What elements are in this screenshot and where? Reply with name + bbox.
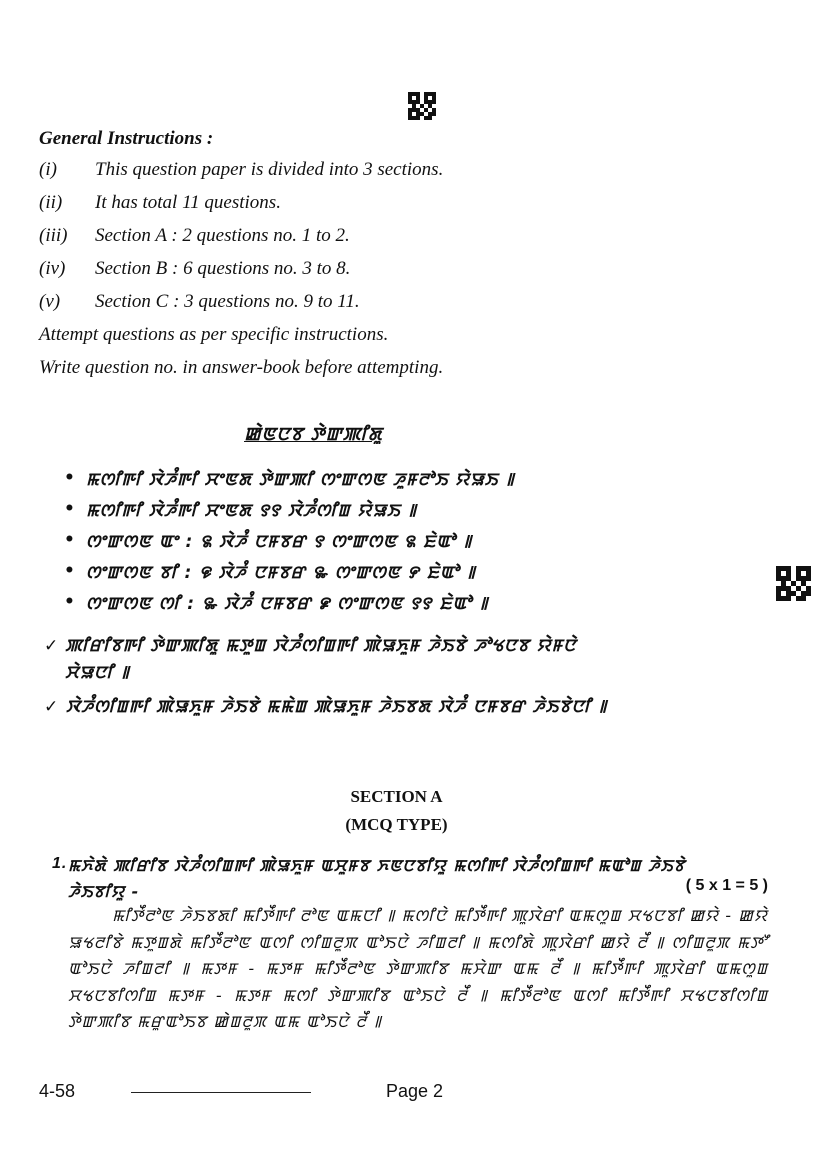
check-icon: ✓ [44, 636, 60, 656]
tick-item: ✓ ꯋꯥꯍꯪꯁꯤꯡꯒꯤ ꯄꯥꯎꯈꯨꯝ ꯍꯥꯏꯕꯥ ꯃꯃꯥꯡ ꯄꯥꯎꯈꯨꯝ ꯍꯥꯏꯕꯗ ꯋꯥꯍꯪ ꯅꯝꯕꯔ ꯍꯥꯏꯕꯥꯅꯤ ꯫ [44, 694, 624, 721]
instructions-title: General Instructions : [39, 128, 214, 149]
general-instructions [39, 128, 759, 390]
list-item: • ꯁꯦꯛꯁꯟ ꯕꯤ : ꯶ ꯋꯥꯍꯪ ꯅꯝꯕꯔ ꯳ ꯁꯦꯛꯁꯟ ꯸ ꯐꯥꯑꯣ ꯫ [64, 561, 476, 583]
list-item: • ꯃꯁꯤꯒꯤ ꯋꯥꯍꯪꯒꯤ ꯆꯦꯟꯗ ꯇꯥꯛꯄꯤ ꯁꯦꯛꯁꯟ ꯍꯨꯝꯂꯣꯏ ꯌꯥꯎꯏ ꯫ [64, 468, 515, 490]
list-item: • ꯁꯦꯛꯁꯟ ꯑꯦ : ꯲ ꯋꯥꯍꯪ ꯅꯝꯕꯔ ꯱ ꯁꯦꯛꯁꯟ ꯲ ꯐꯥꯑꯣ ꯫ [64, 530, 473, 552]
tick-item: ✓ ꯄꯤꯔꯤꯕꯒꯤ ꯇꯥꯛꯄꯤꯗꯨ ꯃꯇꯨꯡ ꯋꯥꯍꯪꯁꯤꯡꯒꯤ ꯄꯥꯎꯈꯨꯝ ꯍꯥꯏꯕꯥ ꯍꯣꯠꯅꯕ ꯌꯥꯝꯅꯥ ꯆꯥꯎꯅꯤ ꯫ [44, 633, 624, 687]
question-1 [52, 855, 772, 903]
instruction-item: (iii) Section A : 2 questions no. 1 to 2. [39, 225, 350, 246]
page-number: Page 2 [386, 1081, 444, 1101]
instruction-write: Write question no. in answer-book before attempting. [39, 357, 444, 378]
question-text: ꯃꯈꯥꯗꯥ ꯄꯤꯔꯤꯕ ꯋꯥꯍꯪꯁꯤꯡꯒꯤ ꯄꯥꯎꯈꯨꯝ ꯑꯆꯨꯝꯕ ꯈꯟꯅꯕꯤꯌꯨ ꯃꯁꯤꯒꯤ ꯋꯥꯍꯪꯁꯤꯡꯒꯤ ꯃꯑꯣꯡ ꯍꯥꯏꯕꯥ [68, 856, 686, 875]
check-icon: ✓ [44, 697, 60, 717]
footer-rule [131, 1092, 311, 1093]
qr-code-top [408, 92, 436, 120]
manipuri-heading: ꯀꯥꯟꯅꯕ ꯇꯥꯛꯄꯤꯗꯨ [244, 424, 383, 445]
paper-code: 4-58 [39, 1081, 76, 1101]
list-item: • ꯁꯦꯛꯁꯟ ꯁꯤ : ꯳ ꯋꯥꯍꯪ ꯅꯝꯕꯔ ꯹ ꯁꯦꯛꯁꯟ ꯱꯱ ꯐꯥꯑꯣ ꯫ [64, 592, 489, 614]
manipuri-bullets [64, 468, 515, 623]
question-number: 1. [52, 855, 68, 872]
question-marks: ( 5 x 1 = 5 ) [685, 877, 768, 894]
manipuri-tick-notes [44, 633, 624, 728]
question-text-cont: ꯍꯥꯏꯕꯤꯌꯨ - [68, 882, 140, 901]
list-item: • ꯃꯁꯤꯒꯤ ꯋꯥꯍꯪꯒꯤ ꯆꯦꯟꯗ ꯱꯱ ꯋꯥꯍꯪꯁꯤꯡ ꯌꯥꯎꯏ ꯫ [64, 499, 417, 521]
instruction-item: (i) This question paper is divided into 3 sections. [39, 159, 444, 180]
instruction-item: (v) Section C : 3 questions no. 9 to 11. [39, 291, 360, 312]
qr-code-side [776, 566, 811, 601]
passage-paragraph: ꯃꯤꯇꯩꯂꯣꯟ ꯍꯥꯏꯕꯗꯤ ꯃꯤꯇꯩꯒꯤ ꯂꯣꯟ ꯑꯃꯅꯤ ꯫ ꯃꯁꯤꯅꯥ ꯃꯤꯇꯩꯒꯤ ꯄꯨꯋꯥꯔꯤ ꯑꯃꯁꯨꯡ ꯆꯠꯅꯕꯤ ꯀꯌꯥ - ꯀꯌꯥ ꯎꯠꯂꯤꯕꯥ ꯃꯇꯨꯡꯗꯥ ꯃꯤꯇꯩꯂꯣꯟ ꯑꯁꯤ ꯁꯤꯡꯂꯨꯞ ꯑꯣꯏꯅꯥ ꯍꯤꯡꯂꯤ ꯫ ꯃꯁꯤꯗꯥ ꯄꯨꯋꯥꯔꯤ ꯀꯌꯥ ꯂꯩ ꯫ ꯁꯤꯡꯂꯨꯞ ꯃꯇꯧ ꯑꯣꯏꯅꯥ ꯍꯤꯡꯂꯤ ꯫ ꯃꯇꯝ - ꯃꯇꯝ ꯃꯤꯇꯩꯂꯣꯟ ꯇꯥꯛꯄꯤꯕ ꯃꯆꯥꯛ ꯑꯃ ꯂꯩ ꯫ ꯃꯤꯇꯩꯒꯤ ꯄꯨꯋꯥꯔꯤ ꯑꯃꯁꯨꯡ ꯆꯠꯅꯕꯤꯁꯤꯡ ꯃꯇꯝ - ꯃꯇꯝ ꯃꯁꯤ ꯇꯥꯛꯄꯤꯕ ꯑꯣꯏꯅꯥ ꯂꯩ ꯫ ꯃꯤꯇꯩꯂꯣꯟ ꯑꯁꯤ ꯃꯤꯇꯩꯒꯤ ꯆꯠꯅꯕꯤꯁꯤꯡ ꯇꯥꯛꯄꯤꯕ ꯃꯔꯨꯑꯣꯏꯕ ꯀꯥꯡꯂꯨꯞ ꯑꯃ ꯑꯣꯏꯅꯥ ꯂꯩ ꯫ [68, 906, 768, 1031]
instruction-item: (iv) Section B : 6 questions no. 3 to 8. [39, 258, 351, 279]
section-subtitle: (MCQ TYPE) [345, 815, 448, 834]
instruction-attempt: Attempt questions as per specific instructions. [39, 324, 389, 345]
section-title: SECTION A [350, 787, 443, 806]
instruction-item: (ii) It has total 11 questions. [39, 192, 281, 213]
